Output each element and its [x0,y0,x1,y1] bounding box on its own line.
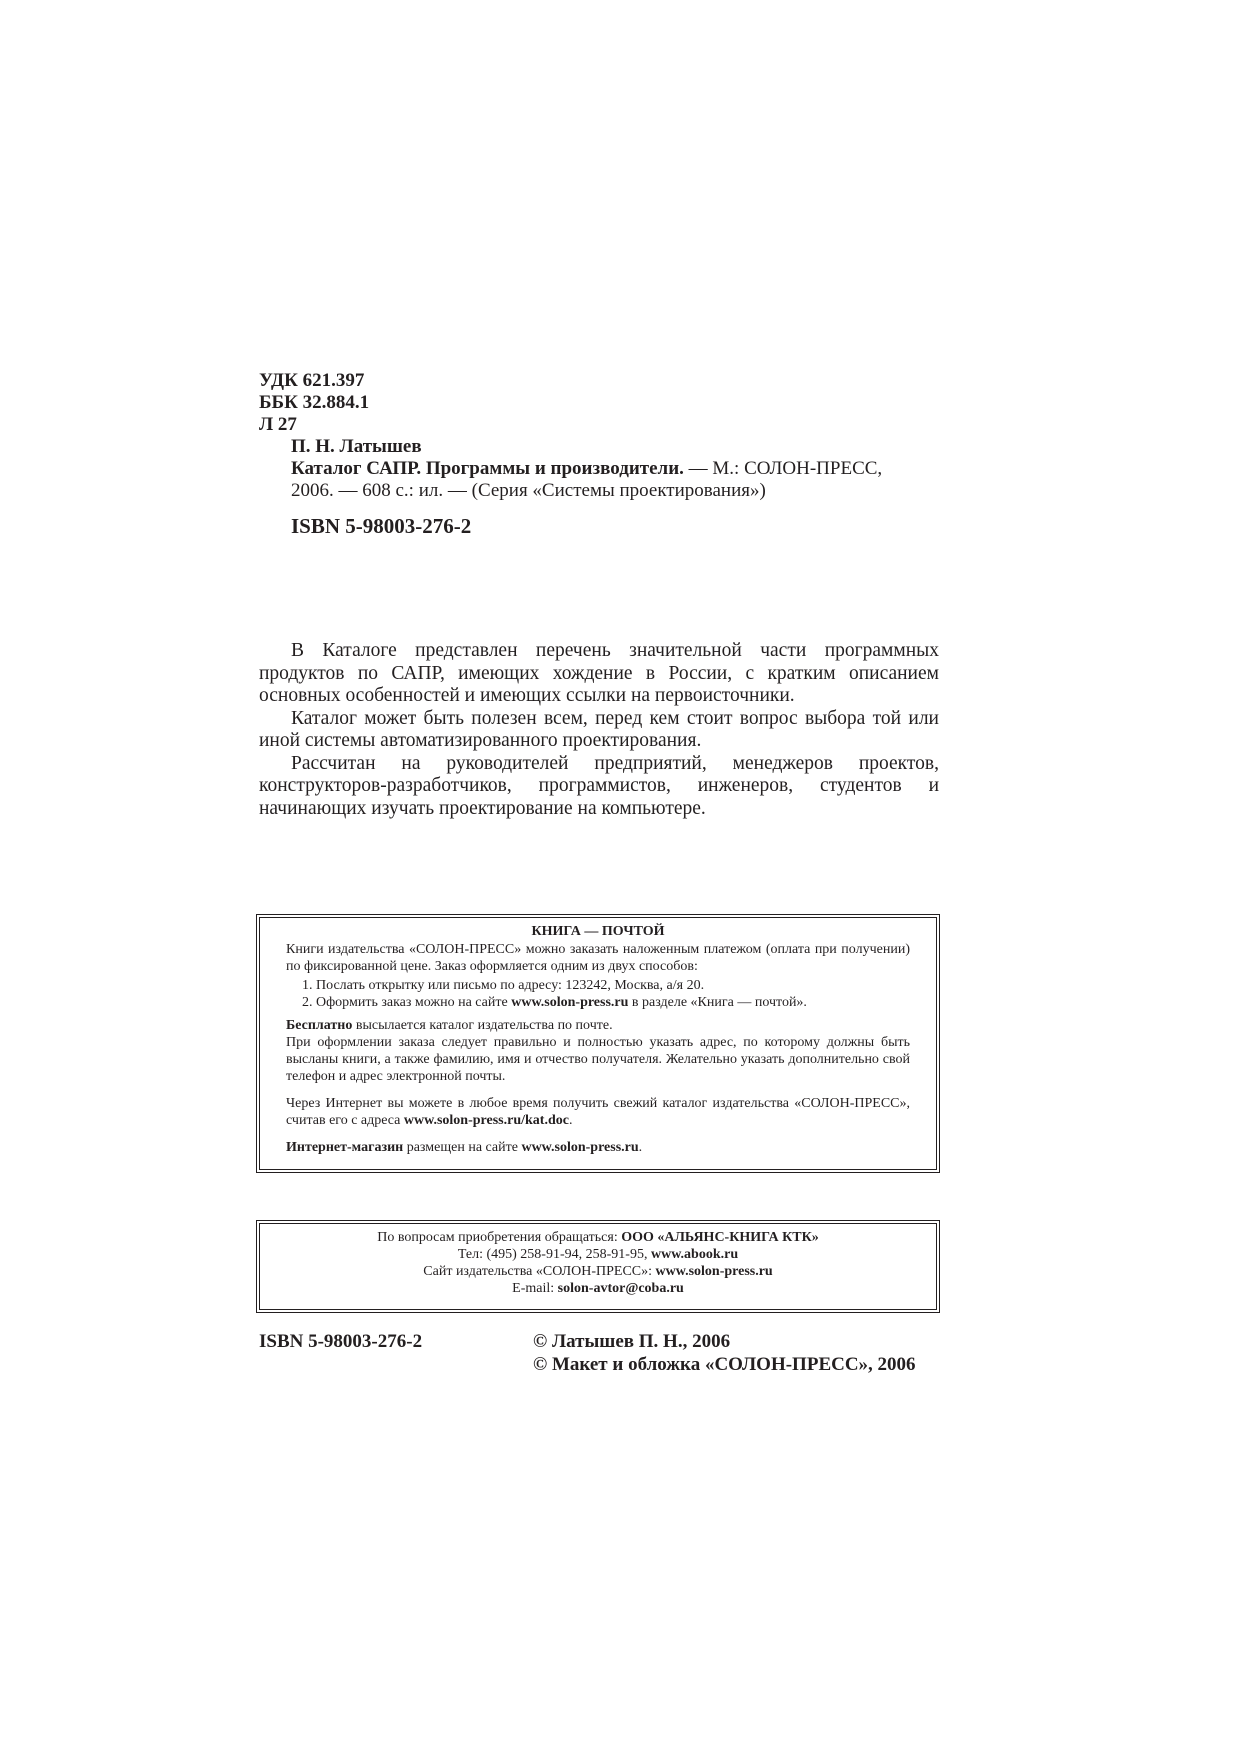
address-note: При оформлении заказа следует правильно и полностью указать адрес, по которому должны быть высланы книги, а также фамилию, имя и отчество получателя. Желательно указать дополнительно свой телефон и адрес электронной почты. [286,1035,910,1084]
copyright-author: © Латышев П. Н., 2006 [533,1331,731,1352]
entry-isbn: ISBN 5-98003-276-2 [291,514,472,538]
order-method-1: 1. Послать открытку или письмо по адресу: 123242, Москва, а/я 20. [302,978,705,993]
bbk-code: ББК 32.884.1 [259,392,370,413]
entry-imprint-2: 2006. — 608 с.: ил. — (Серия «Системы проектирования») [291,480,766,501]
annotation-paragraph: Рассчитан на руководителей предприятий, менеджеров проектов, конструкторов-разработчиков, программистов, инженеров, студентов и начинающих изучать проектирование на компьютере. [259,752,939,819]
udk-code: УДК 621.397 [259,370,365,391]
contacts-box [259,1223,937,1310]
free-label: Бесплатно [286,1018,353,1033]
entry-imprint-1: — М.: СОЛОН-ПРЕСС, [683,458,883,479]
annotation-paragraph: Каталог может быть полезен всем, перед кем стоит вопрос выбора той или иной системы автоматизированного проектирования. [259,707,939,751]
footer-isbn: ISBN 5-98003-276-2 [259,1331,423,1352]
contact-distributor-text: По вопросам приобретения обращаться: [377,1230,622,1245]
shop-text: размещен на сайте [403,1140,522,1155]
internet-catalog-note: Через Интернет вы можете в любое время получить свежий каталог издательства «СОЛОН-ПРЕСС», считав его с адреса www.solon-press.ru/kat.doc. [286,1096,910,1128]
free-text: высылается каталог издательства по почте. [352,1018,613,1033]
shop-url: www.solon-press.ru [521,1140,639,1155]
mail-order-heading: КНИГА — ПОЧТОЙ [531,924,665,939]
mail-order-intro: Книги издательства «СОЛОН-ПРЕСС» можно заказать наложенным платежом (оплата при получении) по фиксированной цене. Заказ оформляется одним из двух способов: [286,942,910,974]
email-address: solon-avtor@coba.ru [557,1281,684,1296]
contact-publisher-site [270,1263,926,1280]
distributor-name: ООО «АЛЬЯНС-КНИГА КТК» [621,1230,819,1245]
author-mark: Л 27 [259,414,297,435]
classification-codes [259,370,369,436]
shop-label: Интернет-магазин [286,1140,404,1155]
mail-order-box [259,917,937,1170]
publisher-site-link: www.solon-press.ru [511,995,629,1010]
annotation-paragraph: В Каталоге представлен перечень значительной части программных продуктов по САПР, имеющих хождение в России, с кратким описанием основных особенностей и имеющих ссылки на первоисточники. [259,640,939,706]
catalog-url: www.solon-press.ru/kat.doc [403,1113,569,1128]
contact-email [270,1280,926,1297]
contact-phone-text: Тел: (495) 258-91-94, 258-91-95, [457,1247,651,1262]
contact-email-label: E-mail: [512,1281,558,1296]
contact-distributor [270,1229,926,1246]
order-method-2 [302,994,910,1011]
internet-text: Через Интернет вы можете в любое время получить свежий каталог издательства «СОЛОН-ПРЕСС», считав его с адреса [286,1096,910,1128]
copyright-layout: © Макет и обложка «СОЛОН-ПРЕСС», 2006 [533,1354,916,1375]
entry-author: П. Н. Латышев [291,436,422,457]
online-shop-note: Интернет-магазин размещен на сайте www.solon-press.ru. [286,1140,643,1155]
order-method-2-suffix: в разделе «Книга — почтой». [628,995,807,1010]
order-methods-list [302,977,910,1011]
contact-site-text: Сайт издательства «СОЛОН-ПРЕСС»: [423,1264,656,1279]
distributor-site: www.abook.ru [650,1247,739,1262]
free-catalog-note [286,1017,910,1034]
entry-title-line [291,458,941,480]
annotation [259,640,939,820]
publisher-site: www.solon-press.ru [655,1264,773,1279]
copyright-block [533,1330,916,1376]
bibliographic-entry [291,436,941,537]
entry-title: Каталог САПР. Программы и производители. [291,458,684,479]
contact-phone [270,1246,926,1263]
order-method-2-prefix: 2. Оформить заказ можно на сайте [302,995,512,1010]
